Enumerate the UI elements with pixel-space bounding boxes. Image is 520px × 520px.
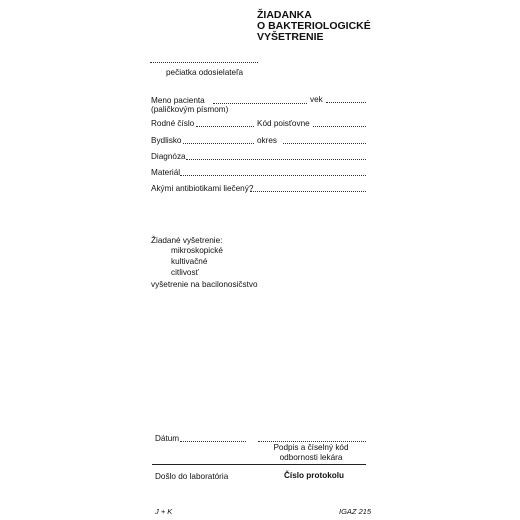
address-label: Bydlisko (151, 136, 182, 145)
age-field[interactable] (326, 102, 366, 103)
date-label: Dátum (155, 434, 180, 443)
address-field[interactable] (183, 143, 254, 144)
received-label: Došlo do laboratória (155, 472, 229, 481)
insurer-code-field[interactable] (313, 126, 366, 127)
patient-name-field[interactable] (213, 103, 307, 104)
form-title-line-3: VYŠETRENIE (257, 31, 324, 43)
age-label: vek (310, 95, 323, 104)
material-label: Materiál (151, 168, 181, 177)
stamp-label: pečiatka odosielateľa (166, 68, 244, 77)
antibiotics-field[interactable] (250, 191, 366, 192)
date-field[interactable] (180, 441, 246, 442)
protocol-number-label: Číslo protokolu (284, 471, 345, 480)
form-title (257, 10, 371, 43)
form-code: IGAZ 215 (339, 507, 372, 516)
requested-heading: Žiadané vyšetrenie: (151, 236, 223, 245)
stamp-line (150, 62, 258, 63)
footer-divider (152, 464, 366, 465)
material-field[interactable] (180, 175, 366, 176)
district-field[interactable] (283, 143, 366, 144)
signature-label-line-1: Podpis a číselný kód (273, 443, 349, 452)
diagnosis-field[interactable] (186, 159, 366, 160)
print-mark-left: J + K (155, 507, 173, 516)
option-culture[interactable]: kultivačné (171, 257, 208, 266)
diagnosis-label: Diagnóza (151, 152, 186, 161)
antibiotics-label: Akými antibiotikami liečený? (151, 184, 254, 193)
patient-name-note: (paličkovým písmom) (151, 105, 229, 114)
insurer-code-label: Kód poisťovne (257, 119, 310, 128)
birth-number-label: Rodné číslo (151, 119, 195, 128)
patient-name-label: Meno pacienta (151, 96, 205, 105)
option-carrier-test[interactable]: vyšetrenie na bacilonosičstvo (151, 280, 258, 289)
option-microscopic[interactable]: mikroskopické (171, 246, 223, 255)
form-title-line-1: ŽIADANKA (257, 9, 312, 21)
signature-label-line-2: odbornosti lekára (279, 453, 343, 462)
birth-number-field[interactable] (196, 126, 254, 127)
signature-field[interactable] (258, 441, 366, 442)
option-sensitivity[interactable]: citlivosť (171, 268, 199, 277)
district-label: okres (257, 136, 278, 145)
form-title-line-2: O BAKTERIOLOGICKÉ (257, 20, 371, 32)
signature-label (266, 443, 356, 463)
